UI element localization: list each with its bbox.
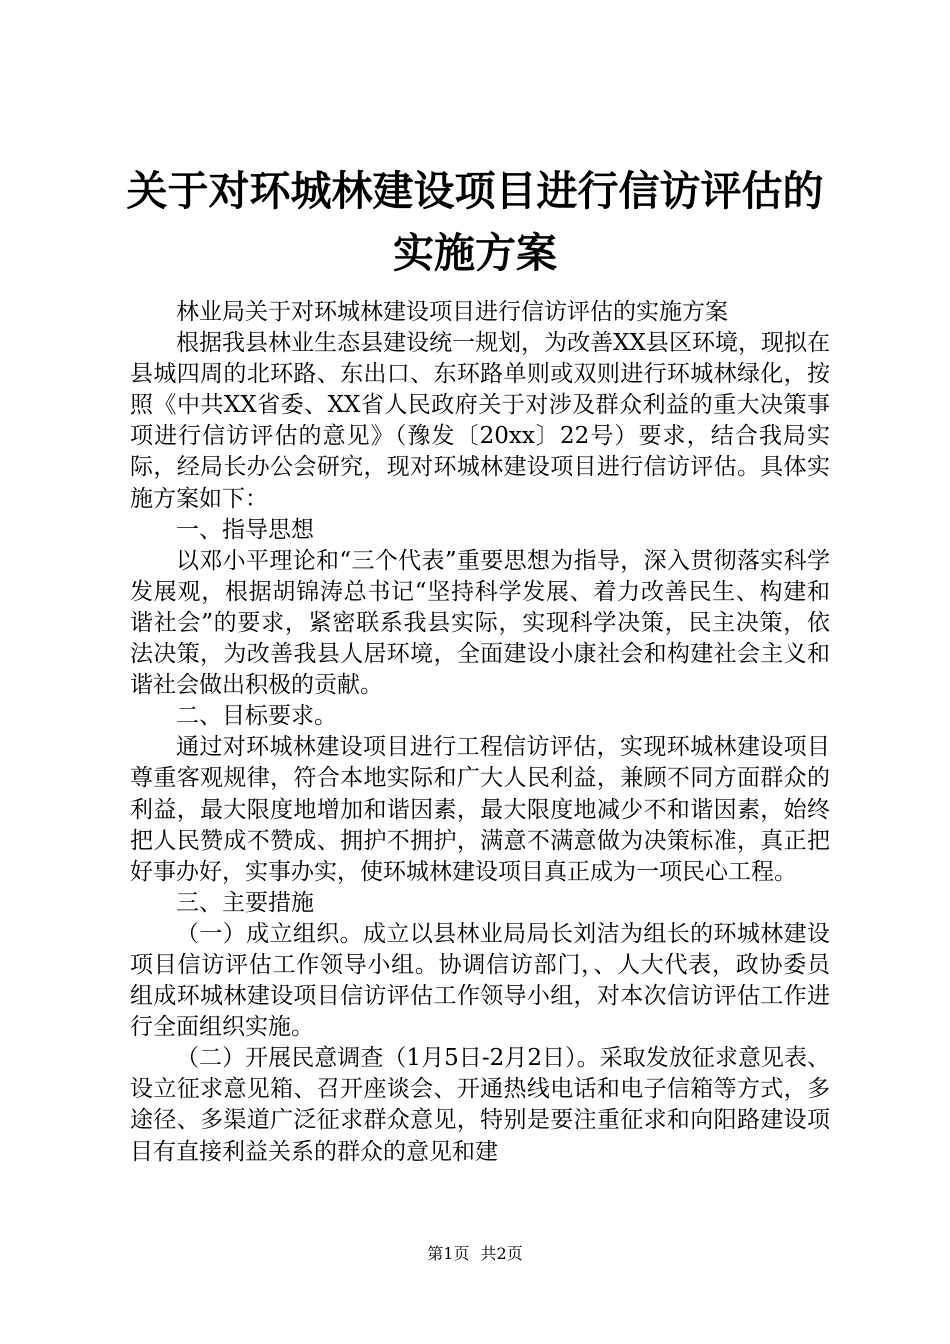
document-body [130, 297, 830, 1168]
section-heading-guiding-ideology: 一、指导思想 [176, 516, 314, 543]
document-title: 关于对环城林建设项目进行信访评估的实施方案 [126, 167, 824, 277]
paragraph-goals: 通过对环城林建设项目进行工程信访评估，实现环城林建设项目尊重客观规律，符合本地实际和广大人民利益，兼顾不同方面群众的利益，最大限度地增加和谐因素，最大限度地减少不和谐因素，始终把人民赞成不赞成、拥护不拥护，满意不满意做为决策标准，真正把好事办好，实事办实，使环城林建设项目真正成为一项民心工程。 [130, 734, 830, 885]
page-total: 共2页 [480, 1244, 523, 1263]
section-heading-goals: 二、目标要求。 [176, 703, 337, 730]
paragraph-intro: 根据我县林业生态县建设统一规划，为改善XX县区环境，现拟在县城四周的北环路、东出口、东环路单则或双则进行环城林绿化，按照《中共XX省委、XX省人民政府关于对涉及群众利益的重大决策事项进行信访评估的意见》（豫发〔20xx〕22号）要求，结合我局实际，经局长办公会研究，现对环城林建设项目进行信访评估。具体实施方案如下： [130, 330, 830, 512]
page-number: 第1页 [427, 1244, 470, 1263]
paragraph-guiding-ideology: 以邓小平理论和“三个代表”重要思想为指导，深入贯彻落实科学发展观，根据胡锦涛总书记“坚持科学发展、着力改善民生、构建和谐社会”的要求，紧密联系我县实际，实现科学决策，民主决策，依法决策，为改善我县人居环境，全面建设小康社会和构建社会主义和谐社会做出积极的贡献。 [130, 547, 830, 699]
paragraph-measure-organization: （一）成立组织。成立以县林业局局长刘洁为组长的环城林建设项目信访评估工作领导小组。协调信访部门，、人大代表，政协委员组成环城林建设项目信访评估工作领导小组，对本次信访评估工作进行全面组织实施。 [130, 920, 830, 1041]
paragraph-measure-survey: （二）开展民意调查（1月5日-2月2日）。采取发放征求意见表、设立征求意见箱、召开座谈会、开通热线电话和电子信箱等方式，多途径、多渠道广泛征求群众意见，特别是要注重征求和向阳路建设项目有直接利益关系的群众的意见和建 [130, 1045, 830, 1165]
section-heading-measures: 三、主要措施 [176, 889, 314, 916]
paragraph-subtitle: 林业局关于对环城林建设项目进行信访评估的实施方案 [176, 299, 728, 325]
page-footer [0, 1244, 950, 1264]
